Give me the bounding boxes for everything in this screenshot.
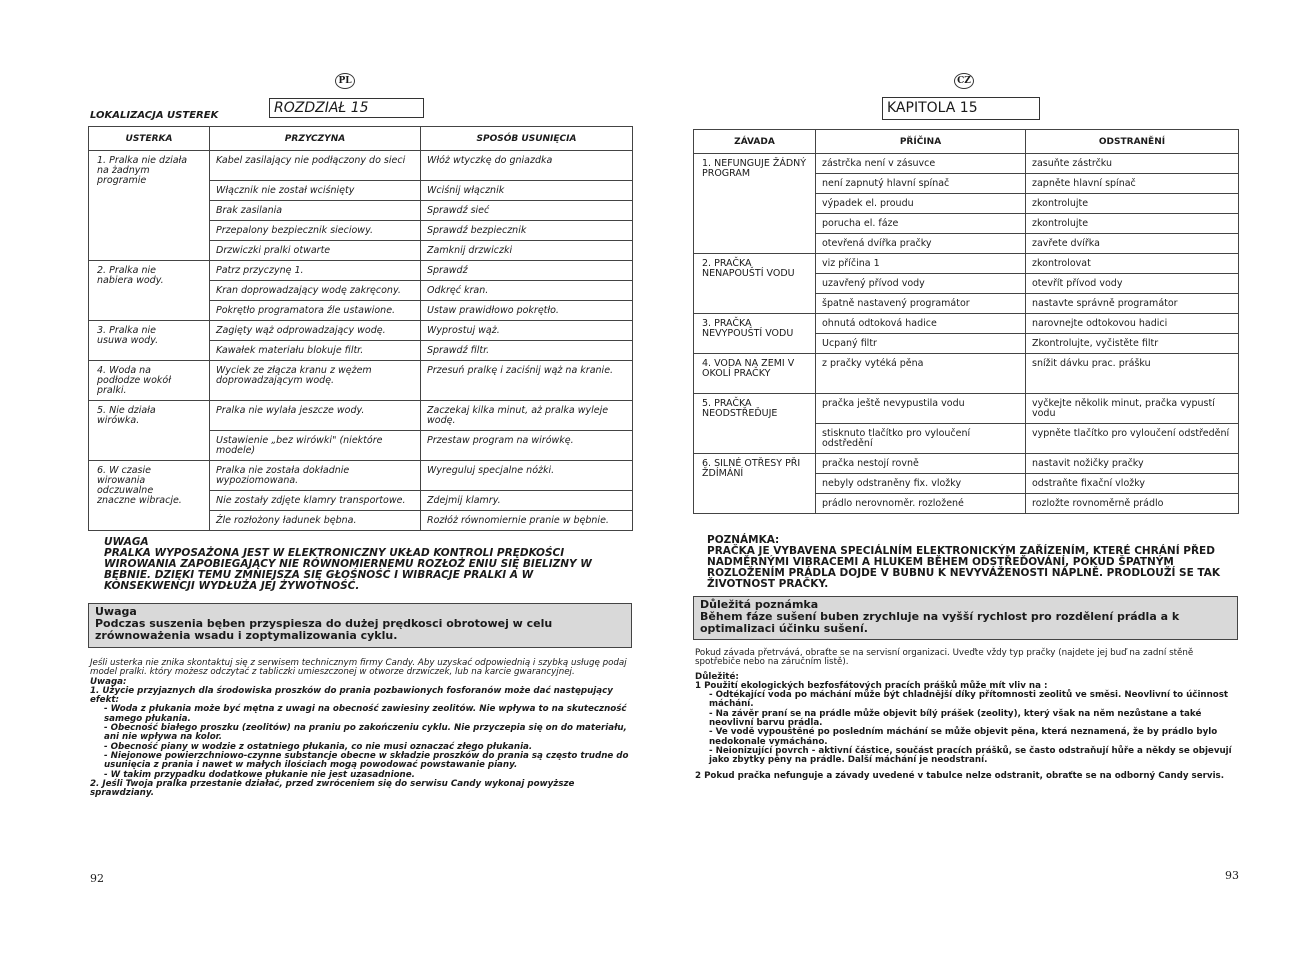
remedy-cell: zavřete dvířka bbox=[1026, 234, 1239, 254]
cause-cell: Pralka nie została dokładnie wypoziomowana. bbox=[210, 461, 421, 491]
remedy-cell: Zaczekaj kilka minut, aż pralka wyleje wodę. bbox=[421, 401, 633, 431]
column-header: PŘÍČINA bbox=[816, 130, 1026, 154]
remedy-cell: Sprawdź bezpiecznik bbox=[421, 221, 633, 241]
problem-cell: 1. Pralka nie działa na żadnym programie bbox=[89, 151, 210, 261]
footer-bullet: - Neionizující povrch - aktivní částice, součást pracích prášků, se často odstraňují hůře a někdy se objevují jako zbytky pěny na prádle. Další máchání je neodstraní. bbox=[709, 745, 1232, 766]
troubleshooting-table-pl bbox=[88, 126, 633, 531]
footer-intro: Jeśli usterka nie znika skontaktuj się z serwisem technicznym firmy Candy. Aby uzyskać odpowiednią i szybką usługę podaj model pralki. który możesz odczytać z tabliczki umieszczonej w otworze drzwiczek, lub na karcie gwarancyjnej. bbox=[90, 658, 627, 678]
footer-item-2: 2. Jeśli Twoja pralka przestanie działać, przed zwróceniem się do serwisu Candy wykonaj powyższe sprawdziany. bbox=[90, 778, 575, 799]
problem-cell: 1. NEFUNGUJE ŽÁDNÝ PROGRAM bbox=[694, 154, 816, 254]
remedy-cell: vypněte tlačítko pro vyloučení odstředění bbox=[1026, 424, 1239, 454]
remedy-cell: Zdejmij klamry. bbox=[421, 491, 633, 511]
remedy-cell: Wciśnij włącznik bbox=[421, 181, 633, 201]
footer-item-2: 2 Pokud pračka nefunguje a závady uvedené v tabulce nelze odstranit, obraťte se na odborný Candy servis. bbox=[695, 770, 1225, 781]
cause-cell: Zagięty wąż odprowadzający wodę. bbox=[210, 321, 421, 341]
problem-cell: 5. PRAČKA NEODSTŘEĎUJE bbox=[694, 394, 816, 454]
table-row bbox=[694, 254, 1239, 274]
remedy-cell: nastavte správně programátor bbox=[1026, 294, 1239, 314]
column-header: ZÁVADA bbox=[694, 130, 816, 154]
language-badge-cz: CZ bbox=[954, 73, 974, 89]
remedy-cell: zasuňte zástrčku bbox=[1026, 154, 1239, 174]
cause-cell: ohnutá odtoková hadice bbox=[816, 314, 1026, 334]
footer-bullet: - Woda z płukania może być mętna z uwagi na obecność zawiesiny zeolitów. Nie wpływa to na skuteczność samego płukania. bbox=[104, 704, 627, 724]
cause-cell: Kawałek materiału blokuje filtr. bbox=[210, 341, 421, 361]
remedy-cell: vyčkejte několik minut, pračka vypustí vodu bbox=[1026, 394, 1239, 424]
column-header: ODSTRANĚNÍ bbox=[1026, 130, 1239, 154]
cause-cell: zástrčka není v zásuvce bbox=[816, 154, 1026, 174]
remedy-cell: Sprawdź sieć bbox=[421, 201, 633, 221]
table-row bbox=[89, 151, 633, 181]
table-row bbox=[89, 261, 633, 281]
remedy-cell: Wyreguluj specjalne nóżki. bbox=[421, 461, 633, 491]
cause-cell: Kabel zasilający nie podłączony do sieci bbox=[210, 151, 421, 181]
remedy-cell: nastavit nožičky pračky bbox=[1026, 454, 1239, 474]
table-row bbox=[694, 314, 1239, 334]
remedy-cell: zkontrolovat bbox=[1026, 254, 1239, 274]
footer-label: Důležité: bbox=[695, 671, 739, 682]
drying-note-title: Důležitá poznámka bbox=[700, 598, 819, 611]
remedy-cell: rozložte rovnoměrně prádlo bbox=[1026, 494, 1239, 514]
remedy-cell: Sprawdź bbox=[421, 261, 633, 281]
table-row bbox=[89, 401, 633, 431]
footer-bullet: - W takim przypadku dodatkowe płukanie nie jest uzasadnione. bbox=[104, 769, 415, 780]
remedy-cell: Wyprostuj wąż. bbox=[421, 321, 633, 341]
cause-cell: nebyly odstraněny fix. vložky bbox=[816, 474, 1026, 494]
remedy-cell: Rozłóż równomiernie pranie w bębnie. bbox=[421, 511, 633, 531]
problem-cell: 2. PRAČKA NENAPOUŠTÍ VODU bbox=[694, 254, 816, 314]
cause-cell: Drzwiczki pralki otwarte bbox=[210, 241, 421, 261]
chapter-title: ROZDZIAŁ 15 bbox=[269, 98, 424, 118]
remedy-cell: zapněte hlavní spínač bbox=[1026, 174, 1239, 194]
cause-cell: Nie zostały zdjęte klamry transportowe. bbox=[210, 491, 421, 511]
language-badge-pl: PL bbox=[335, 73, 355, 89]
table-row bbox=[89, 461, 633, 491]
footer-bullet: - Obecność białego proszku (zeolitów) na praniu po zakończeniu cyklu. Nie przyczepia się on do materiału, ani nie wpływa na kolor. bbox=[104, 723, 627, 743]
table-row bbox=[694, 454, 1239, 474]
remedy-cell: Zamknij drzwiczki bbox=[421, 241, 633, 261]
footer-bullet: - Obecność piany w wodzie z ostatniego płukania, co nie musi oznaczać złego płukania. bbox=[104, 741, 533, 752]
cause-cell: prádlo nerovnoměr. rozložené bbox=[816, 494, 1026, 514]
cause-cell: Ustawienie „bez wirówki" (niektóre modele) bbox=[210, 431, 421, 461]
cause-cell: Źle rozłożony ładunek bębna. bbox=[210, 511, 421, 531]
cause-cell: výpadek el. proudu bbox=[816, 194, 1026, 214]
cause-cell: uzavřený přívod vody bbox=[816, 274, 1026, 294]
page-number: 92 bbox=[90, 872, 104, 885]
remedy-cell: Zkontrolujte, vyčistěte filtr bbox=[1026, 334, 1239, 354]
remedy-cell: zkontrolujte bbox=[1026, 194, 1239, 214]
remedy-cell: Przestaw program na wirówkę. bbox=[421, 431, 633, 461]
footer-bullet: - Niejonowe powierzchniowo-czynne substancje obecne w składzie proszków do prania są często trudne do usunięcia z prania i nawet w małych ilościach mogą powodować powstawanie piany. bbox=[104, 750, 629, 771]
problem-cell: 4. Woda na podłodze wokół pralki. bbox=[89, 361, 210, 401]
remedy-cell: otevřít přívod vody bbox=[1026, 274, 1239, 294]
footer-label: Uwaga: bbox=[90, 676, 127, 687]
column-header: USTERKA bbox=[89, 127, 210, 151]
problem-cell: 4. VODA NA ZEMI V OKOLÍ PRAČKY bbox=[694, 354, 816, 394]
problem-cell: 3. PRAČKA NEVYPOUŠTÍ VODU bbox=[694, 314, 816, 354]
table-row bbox=[89, 321, 633, 341]
remedy-cell: snížit dávku prac. prášku bbox=[1026, 354, 1239, 394]
cause-cell: Brak zasilania bbox=[210, 201, 421, 221]
drying-note-text: Podczas suszenia bęben przyspiesza do dużej prędkosci obrotowej w celu zrównoważenia wsadu i zoptymalizowania cyklu. bbox=[95, 617, 553, 642]
warning-note-text: PRALKA WYPOSAŻONA JEST W ELEKTRONICZNY UKŁAD KONTROLI PRĘDKOŚCI WIROWANIA ZAPOBIEGAJĄCY NIE RÓWNOMIERNEMU ROZŁOŻ ENIU SIĘ BIELIZNY W BĘBNIE. DZIĘKI TEMU ZMNIEJSZA SIĘ GŁOŚNOŚĆ I WIBRACJE PRALKI A W KONSEKWENCJI WYDŁUŻA JEJ ŻYWOTNOŚĆ. bbox=[104, 547, 592, 592]
table-row bbox=[89, 361, 633, 401]
warning-note-pl bbox=[104, 537, 624, 592]
cause-cell: Ucpaný filtr bbox=[816, 334, 1026, 354]
cause-cell: Patrz przyczynę 1. bbox=[210, 261, 421, 281]
cause-cell: Kran doprowadzający wodę zakręcony. bbox=[210, 281, 421, 301]
cause-cell: není zapnutý hlavní spínač bbox=[816, 174, 1026, 194]
remedy-cell: zkontrolujte bbox=[1026, 214, 1239, 234]
table-header-row bbox=[694, 130, 1239, 154]
table-row bbox=[694, 154, 1239, 174]
chapter-title: KAPITOLA 15 bbox=[882, 97, 1040, 120]
cause-cell: špatně nastavený programátor bbox=[816, 294, 1026, 314]
problem-cell: 6. SILNÉ OTŘESY PŘI ŽDÍMÁNÍ bbox=[694, 454, 816, 514]
drying-note-title: Uwaga bbox=[95, 605, 137, 618]
column-header: SPOSÓB USUNIĘCIA bbox=[421, 127, 633, 151]
cause-cell: stisknuto tlačítko pro vyloučení odstředění bbox=[816, 424, 1026, 454]
remedy-cell: Ustaw prawidłowo pokrętło. bbox=[421, 301, 633, 321]
footer-bullet: - Na závěr praní se na prádle může objevit bílý prášek (zeolity), který však na něm nezůstane a také neovlivní barvu prádla. bbox=[709, 708, 1202, 729]
problem-cell: 2. Pralka nie nabiera wody. bbox=[89, 261, 210, 321]
drying-note-pl bbox=[88, 603, 632, 648]
remedy-cell: Odkręć kran. bbox=[421, 281, 633, 301]
troubleshooting-table-cz bbox=[693, 129, 1239, 514]
warning-note-text: PRAČKA JE VYBAVENA SPECIÁLNÍM ELEKTRONICKÝM ZAŘÍZENÍM, KTERÉ CHRÁNÍ PŘED NADMĚRNÝMI VIBRACEMI A HLUKEM BĚHEM ODSTŘEĎOVÁNÍ, POKUD ŠPATNÝM ROZLOŽENÍM PRÁDLA DOJDE V BUBNU K NEVYVÁŽENOSTI NÁPLNĚ. PRODLOUŽÍ SE TAK ŽIVOTNOST PRAČKY. bbox=[707, 545, 1221, 590]
drying-note-text: Během fáze sušení buben zrychluje na vyšší rychlost pro rozdělení prádla a k optimalizaci účinku sušení. bbox=[700, 610, 1180, 635]
footer-bullet: - Odtékající voda po máchání může být chladnější díky přítomnosti zeolitů ve směsi. Neovlivní to účinnost máchání. bbox=[709, 690, 1229, 710]
remedy-cell: Przesuń pralkę i zaciśnij wąż na kranie. bbox=[421, 361, 633, 401]
cause-cell: porucha el. fáze bbox=[816, 214, 1026, 234]
table-row bbox=[694, 354, 1239, 394]
page-number: 93 bbox=[1225, 869, 1239, 882]
cause-cell: pračka ještě nevypustila vodu bbox=[816, 394, 1026, 424]
column-header: PRZYCZYNA bbox=[210, 127, 421, 151]
drying-note-cz bbox=[693, 596, 1238, 640]
cause-cell: pračka nestojí rovně bbox=[816, 454, 1026, 474]
footer-notes-cz bbox=[695, 649, 1235, 781]
remedy-cell: odstraňte fixační vložky bbox=[1026, 474, 1239, 494]
remedy-cell: narovnejte odtokovou hadici bbox=[1026, 314, 1239, 334]
footer-intro: Pokud závada přetrvává, obraťte se na servisní organizaci. Uveďte vždy typ pračky (najdete jej buď na zadní stěně spotřebiče nebo na záručním listě). bbox=[695, 648, 1194, 668]
cause-cell: Pokrętło programatora źle ustawione. bbox=[210, 301, 421, 321]
cause-cell: Pralka nie wylała jeszcze wody. bbox=[210, 401, 421, 431]
warning-note-title: POZNÁMKA: bbox=[707, 534, 780, 546]
table-row bbox=[694, 394, 1239, 424]
problem-cell: 6. W czasie wirowania odczuwalne znaczne wibracje. bbox=[89, 461, 210, 531]
section-title: LOKALIZACJA USTEREK bbox=[90, 110, 219, 121]
cause-cell: z pračky vytéká pěna bbox=[816, 354, 1026, 394]
table-header-row bbox=[89, 127, 633, 151]
cause-cell: Włącznik nie został wciśnięty bbox=[210, 181, 421, 201]
footer-bullet: - Ve vodě vypouštěné po posledním máchání se může objevit pěna, která neznamená, že by prádlo bylo nedokonale vymácháno. bbox=[709, 727, 1218, 747]
problem-cell: 5. Nie działa wirówka. bbox=[89, 401, 210, 461]
warning-note-title: UWAGA bbox=[104, 536, 149, 548]
footer-notes-pl bbox=[90, 659, 630, 798]
cause-cell: viz příčina 1 bbox=[816, 254, 1026, 274]
cause-cell: otevřená dvířka pračky bbox=[816, 234, 1026, 254]
footer-item-1: 1. Użycie przyjaznych dla środowiska proszków do prania pozbawionych fosforanów może dać następujący efekt: bbox=[90, 685, 613, 706]
footer-item-1: 1 Použití ekologických bezfosfátových pracích prášků může mít vliv na : bbox=[695, 680, 1048, 691]
problem-cell: 3. Pralka nie usuwa wody. bbox=[89, 321, 210, 361]
cause-cell: Przepalony bezpiecznik sieciowy. bbox=[210, 221, 421, 241]
cause-cell: Wyciek ze złącza kranu z wężem doprowadzającym wodę. bbox=[210, 361, 421, 401]
warning-note-cz bbox=[707, 535, 1232, 590]
remedy-cell: Włóż wtyczkę do gniazdka bbox=[421, 151, 633, 181]
remedy-cell: Sprawdź filtr. bbox=[421, 341, 633, 361]
